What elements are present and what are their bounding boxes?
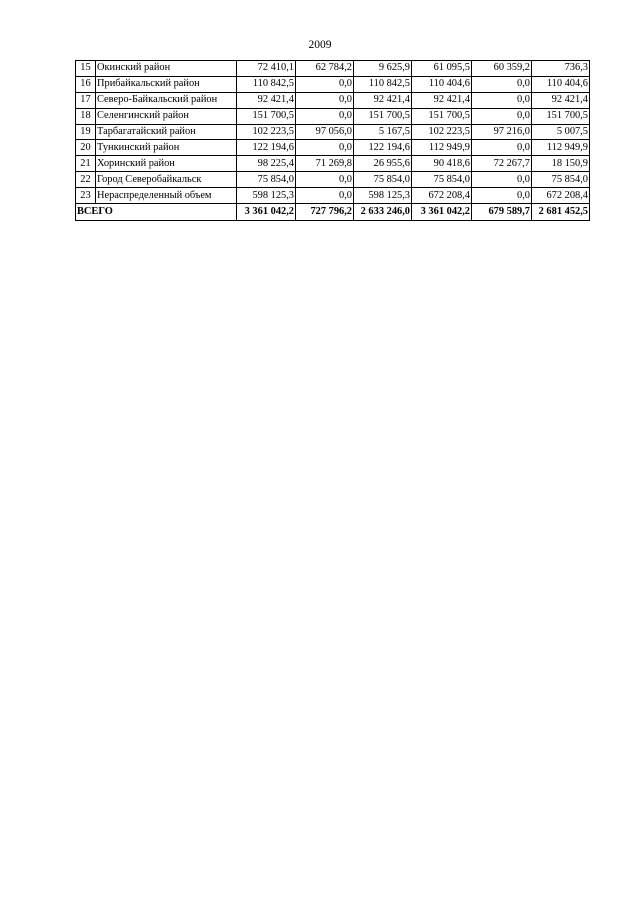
value-cell: 98 225,4 — [237, 156, 296, 172]
value-cell: 92 421,4 — [412, 92, 472, 108]
value-cell: 26 955,6 — [354, 156, 412, 172]
value-cell: 102 223,5 — [237, 124, 296, 140]
total-value-cell: 3 361 042,2 — [412, 204, 472, 221]
row-number: 21 — [76, 156, 96, 172]
total-value-cell: 727 796,2 — [296, 204, 354, 221]
value-cell: 0,0 — [472, 172, 532, 188]
value-cell: 0,0 — [472, 76, 532, 92]
value-cell: 122 194,6 — [354, 140, 412, 156]
value-cell: 9 625,9 — [354, 61, 412, 77]
value-cell: 5 167,5 — [354, 124, 412, 140]
value-cell: 102 223,5 — [412, 124, 472, 140]
value-cell: 75 854,0 — [532, 172, 590, 188]
value-cell: 18 150,9 — [532, 156, 590, 172]
value-cell: 110 404,6 — [532, 76, 590, 92]
value-cell: 72 410,1 — [237, 61, 296, 77]
value-cell: 122 194,6 — [237, 140, 296, 156]
table-row — [76, 61, 590, 77]
value-cell: 90 418,6 — [412, 156, 472, 172]
value-cell: 97 216,0 — [472, 124, 532, 140]
value-cell: 736,3 — [532, 61, 590, 77]
value-cell: 97 056,0 — [296, 124, 354, 140]
district-name: Северо-Байкальский район — [96, 92, 237, 108]
value-cell: 92 421,4 — [532, 92, 590, 108]
table-row — [76, 108, 590, 124]
value-cell: 151 700,5 — [532, 108, 590, 124]
budget-table-body — [76, 61, 590, 221]
table-row — [76, 124, 590, 140]
value-cell: 0,0 — [296, 172, 354, 188]
value-cell: 672 208,4 — [532, 188, 590, 204]
district-name: Прибайкальский район — [96, 76, 237, 92]
table-row — [76, 172, 590, 188]
value-cell: 61 095,5 — [412, 61, 472, 77]
row-number: 15 — [76, 61, 96, 77]
value-cell: 92 421,4 — [354, 92, 412, 108]
value-cell: 71 269,8 — [296, 156, 354, 172]
page-number: 2009 — [308, 39, 332, 51]
table-row — [76, 156, 590, 172]
value-cell: 0,0 — [296, 140, 354, 156]
value-cell: 5 007,5 — [532, 124, 590, 140]
value-cell: 0,0 — [296, 108, 354, 124]
table-row — [76, 92, 590, 108]
value-cell: 112 949,9 — [412, 140, 472, 156]
value-cell: 598 125,3 — [237, 188, 296, 204]
value-cell: 0,0 — [472, 140, 532, 156]
table-row — [76, 188, 590, 204]
value-cell: 151 700,5 — [412, 108, 472, 124]
value-cell: 72 267,7 — [472, 156, 532, 172]
total-row — [76, 204, 590, 221]
total-value-cell: 3 361 042,2 — [237, 204, 296, 221]
total-value-cell: 2 681 452,5 — [532, 204, 590, 221]
value-cell: 151 700,5 — [237, 108, 296, 124]
table-row — [76, 76, 590, 92]
table-row — [76, 140, 590, 156]
value-cell: 92 421,4 — [237, 92, 296, 108]
total-value-cell: 679 589,7 — [472, 204, 532, 221]
total-value-cell: 2 633 246,0 — [354, 204, 412, 221]
value-cell: 0,0 — [296, 92, 354, 108]
value-cell: 110 404,6 — [412, 76, 472, 92]
row-number: 18 — [76, 108, 96, 124]
budget-table — [75, 60, 590, 221]
district-name: Хоринский район — [96, 156, 237, 172]
value-cell: 75 854,0 — [237, 172, 296, 188]
value-cell: 0,0 — [296, 76, 354, 92]
row-number: 17 — [76, 92, 96, 108]
row-number: 19 — [76, 124, 96, 140]
value-cell: 151 700,5 — [354, 108, 412, 124]
row-number: 23 — [76, 188, 96, 204]
row-number: 22 — [76, 172, 96, 188]
district-name: Окинский район — [96, 61, 237, 77]
value-cell: 62 784,2 — [296, 61, 354, 77]
total-label: ВСЕГО — [76, 204, 237, 221]
row-number: 20 — [76, 140, 96, 156]
row-number: 16 — [76, 76, 96, 92]
value-cell: 75 854,0 — [412, 172, 472, 188]
value-cell: 75 854,0 — [354, 172, 412, 188]
value-cell: 112 949,9 — [532, 140, 590, 156]
value-cell: 0,0 — [472, 108, 532, 124]
value-cell: 60 359,2 — [472, 61, 532, 77]
value-cell: 110 842,5 — [237, 76, 296, 92]
district-name: Тункинский район — [96, 140, 237, 156]
district-name: Селенгинский район — [96, 108, 237, 124]
value-cell: 0,0 — [472, 188, 532, 204]
district-name: Нераспределенный объем — [96, 188, 237, 204]
value-cell: 598 125,3 — [354, 188, 412, 204]
value-cell: 0,0 — [472, 92, 532, 108]
value-cell: 672 208,4 — [412, 188, 472, 204]
value-cell: 110 842,5 — [354, 76, 412, 92]
value-cell: 0,0 — [296, 188, 354, 204]
district-name: Город Северобайкальск — [96, 172, 237, 188]
district-name: Тарбагатайский район — [96, 124, 237, 140]
